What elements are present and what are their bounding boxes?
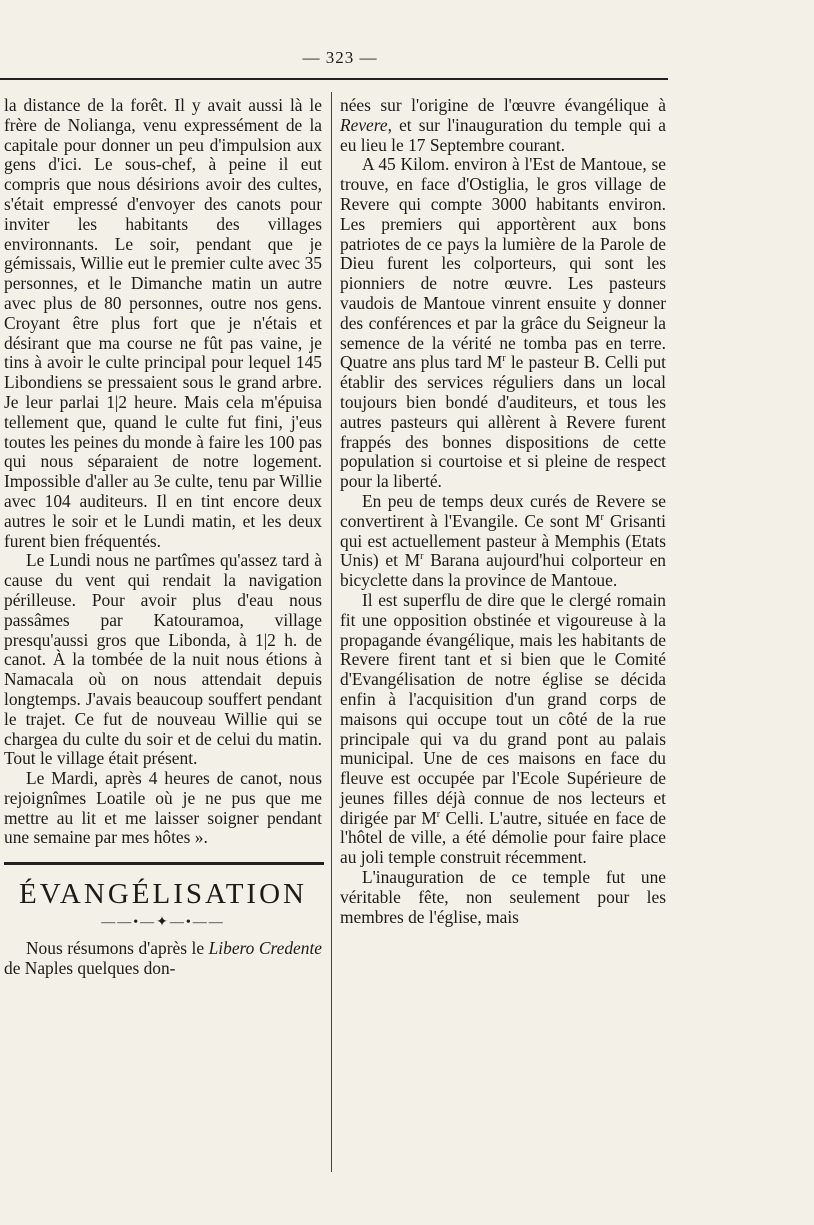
paragraph [340,155,666,492]
text-run: , et sur l'inauguration du temple qui a eu lieu le 17 Septembre courant. [340,114,666,155]
left-column [4,96,322,979]
text-run: Celli. L'autre, située en face de l'hôtel de ville, a été démolie pour faire place au joli temple construit récemment. [340,807,666,868]
text-run: nées sur l'origine de l'œuvre évangélique à [340,95,666,115]
text-run: En peu de temps deux curés de Revere se convertirent à l'Evangile. Ce sont M [340,490,666,531]
column-divider [331,92,332,1172]
right-column [340,96,666,927]
paragraph: L'inauguration de ce temple fut une véritable fête, non seulement pour les membres de l'église, mais [340,867,666,927]
superscript: r [600,511,604,523]
superscript: r [420,551,424,563]
text-run: Il est superflu de dire que le clergé romain fit une opposition obstinée et vigoureuse à la propagande évangélique, mais les habitants de Revere firent tant et si bien que le Comité d'Evangélisation de notre église se décida enfin à l'acquisition d'un grand corps de maisons qui occupe tout un côté de la rue principale qui va du grand pont au palais municipal. Une de ces maisons en face du fleuve est occupée par l'Ecole Supérieure de jeunes filles déjà connue de nos lecteurs et dirigée par M [340,589,666,828]
paragraph [340,591,666,868]
paragraph: la distance de la forêt. Il y avait aussi là le frère de Nolianga, venu expressément de la capitale pour donner un peu d'impulsion aux gens d'ici. Le sous-chef, à peine il eut compris que nous désirions avoir des cultes, s'était empressé d'envoyer des canots pour inviter les habitants des villages environnants. Le soir, pendant que je gémissais, Willie eut le premier culte avec 35 personnes, et le Dimanche matin un autre avec plus de 80 personnes, outre nos gens. Croyant être plus fort que je n'étais et désirant que ma course ne fût pas vaine, je tins à avoir le culte principal pour lequel 145 Libondiens se pressaient sous le grand arbre. Je leur parlai 1|2 heure. Mais cela m'épuisa tellement que, quand le culte fut fini, j'eus toutes les peines du monde à faire les 100 pas qui nous séparaient de notre logement. Impossible d'aller au 3e culte, tenu par Willie avec 104 auditeurs. Il en tint encore deux autres le soir et le Lundi matin, et les deux furent bien fréquentés. [4,95,322,551]
paragraph: Le Lundi nous ne partîmes qu'assez tard à cause du vent qui rendait la navigation périlleuse. Pour avoir plus d'eau nous passâmes par Katouramoa, village presqu'aussi gros que Libonda, à 1|2 h. de canot. À la tombée de la nuit nous étions à Namacala où on nous attendait depuis longtemps. J'avais beaucoup souffert pendant le trajet. Ce fut de nouveau Willie qui se chargea du culte du soir et de celui du matin. Tout le village était présent. [4,550,322,769]
superscript: r [502,353,506,365]
text-run: Grisanti qui est actuellement pasteur à Memphis (Etats Unis) et M [340,510,667,571]
place-name: Revere [340,114,388,135]
paragraph: Le Mardi, après 4 heures de canot, nous rejoignîmes Loatile où je ne pus que me mettre au lit et me laisser soigner pendant une semaine par mes hôtes ». [4,768,322,848]
ornament: ——•—✦—•—— [101,915,225,931]
text-run: Barana aujourd'hui colporteur en bicyclette dans la province de Mantoue. [340,550,666,591]
text-run: le pasteur B. Celli put établir des services réguliers dans un local toujours bien bondé d'auditeurs, et tous les autres pasteurs qui allèrent à Revere furent frappés des bonnes dispositions de cette population si courtoise et si pleine de respect pour la liberté. [340,352,666,492]
text-run: A 45 Kilom. environ à l'Est de Mantoue, se trouve, en face d'Ostiglia, le gros village de Revere qui compte 3000 habitants environ. Les premiers qui apportèrent aux bons patriotes de ce pays la lumière de la Parole de Dieu furent les colporteurs, qui sont les pionniers de notre œuvre. Les pasteurs vaudois de Mantoue vinrent ensuite y donner des conférences et par la grâce du Seigneur la semence de la vérité ne tomba pas en terre. Quatre ans plus tard M [340,154,666,373]
text-run: de Naples quelques don- [4,958,176,979]
paragraph [4,939,322,979]
header-rule [0,78,668,80]
superscript: r [436,808,441,820]
paragraph [340,492,666,591]
paragraph [340,96,666,155]
section-title: ÉVANGÉLISATION [19,878,307,911]
newspaper-title: Libero Credente [208,938,323,959]
page-number: — 323 — [302,48,378,67]
section-rule [4,862,324,865]
text-run: Nous résumons d'après le [26,938,209,959]
